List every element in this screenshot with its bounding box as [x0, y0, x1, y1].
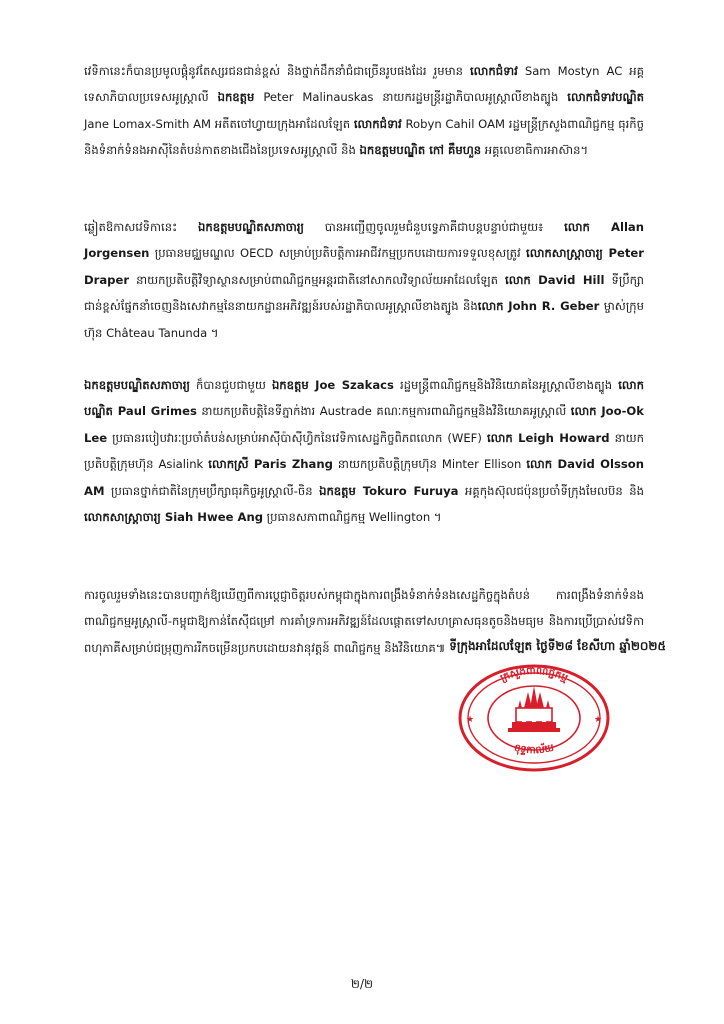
text-run: រដ្ឋមន្ត្រីពាណិជ្ជកម្មនិងវិនិយោគនៃអូស្ត្រាលីខាងត្បូង: [393, 378, 619, 392]
dateline: ទីក្រុងអាដែលឡែត ថ្ងៃទី២៨ ខែសីហា ឆ្នាំ២០២៥: [449, 639, 666, 653]
text-run: នាយកប្រតិបត្តិវិទ្យាស្ថានសម្រាប់ពាណិជ្ជកម្មអន្តរជាតិនៅសាកលវិទ្យាល័យអាដែលឡែត: [129, 272, 506, 287]
bold-name-run: លោកស្រី Paris Zhang: [208, 457, 333, 472]
bold-name-run: ឯកឧត្តមបណ្ឌិតសភាចារ្យ: [198, 220, 304, 234]
bold-name-run: លោក John R. Geber: [477, 299, 600, 314]
bold-name-run: លោកជំទាវបណ្ឌិត: [567, 90, 644, 105]
text-run: ឆ្លៀតឱកាសវេទិកានេះ: [84, 220, 198, 234]
text-run: ទីប្រឹក្សាជាន់ខ្ពស់ផ្នែកនាំចេញនិងសេវាកម្មនៃនាយកដ្ឋានអភិវឌ្ឍន៍របស់រដ្ឋាភិបាលអូស្ត្រាលីខាងត្បូង និង: [84, 272, 644, 314]
paragraph-attendees: [84, 58, 644, 164]
text-run: ការចូលរួមទាំងនេះបានបញ្ជាក់ឱ្យឃើញពីការប្តេជ្ញាចិត្តរបស់កម្ពុជាក្នុងការពង្រឹងទំនាក់ទំនងសេដ្ឋកិច្ចក្នុងតំបន់ ការពង្រឹងទំនាក់ទំនងពាណិជ្ជកម្មអូស្ត្រាលី-កម្ពុជាឱ្យកាន់តែស៊ីជម្រៅ ការគាំទ្រការអភិវឌ្ឍន៍ដែលផ្តោតទៅសហគ្រាសធុនតូចនិងមធ្យម និងការប្រើប្រាស់វេទិកាពហុភាគីសម្រាប់ជម្រុញការរីកចម្រើនប្រកបដោយនវានុវត្តន៍ ពាណិជ្ជកម្ម និងវិនិយោគ៕: [84, 588, 644, 655]
text-run: បានអញ្ជើញចូលរួមជំនួបទ្វេភាគីជាបន្តបន្ទាប់ជាមួយ៖: [303, 220, 565, 234]
bold-name-run: លោក David Hill: [505, 272, 605, 287]
bold-name-run: លោកសាស្ត្រាចារ្យ Siah Hwee Ang: [84, 510, 263, 525]
bold-name-run: ឯកឧត្តមបណ្ឌិតសភាចារ្យ: [84, 378, 190, 392]
text-run: Robyn Cahil OAM រដ្ឋមន្ត្រីក្រសួងពាណិជ្ជកម្ម ធុរកិច្ច និងទំនាក់ទំនងអាស៊ីនៃតំបន់កាតខាងជើងនៃប្រទេសអូស្ត្រាលី និង: [84, 116, 644, 158]
text-run: នាយកប្រតិបត្តិក្រុមហ៊ុន Asialink: [84, 430, 645, 472]
paragraph-bilateral-meetings: [84, 214, 644, 346]
text-run: ម្ចាស់ក្រុមហ៊ុន Château Tanunda ។: [84, 299, 644, 340]
bold-name-run: លោកជំទាវ: [470, 64, 518, 78]
bold-name-run: ឯកឧត្តមបណ្ឌិត កៅ គឹមហួន: [359, 143, 482, 158]
svg-text:ខុទ្ទកាល័យ: ខុទ្ទកាល័យ: [512, 742, 556, 757]
bold-name-run: លោក Leigh Howard: [486, 430, 610, 445]
bold-name-run: លោកបណ្ឌិត Paul Grimes: [84, 378, 644, 419]
text-run: នាយកប្រតិបត្តិនៃទីភ្នាក់ងារ Austrade គណៈកម្មការពាណិជ្ជកម្មនិងវិនិយោគអូស្ត្រាលី: [196, 404, 571, 419]
text-run: នាយកប្រតិបត្តិក្រុមហ៊ុន Minter Ellison: [332, 457, 527, 472]
text-run: Sam Mostyn AC អគ្គទេសាភិបាលប្រទេសអូស្ត្រាលី: [84, 64, 644, 105]
text-run: ប្រធានសភាពាណិជ្ជកម្ម Wellington ។: [263, 510, 442, 525]
svg-text:ក្រសួងពាណិជ្ជកម្ម: ក្រសួងពាណិជ្ជកម្ម: [498, 665, 570, 685]
text-run: Jane Lomax-Smith AM អតីតចៅហ្វាយក្រុងអាដែលឡែត: [84, 116, 354, 131]
text-run: វេទិកានេះក៏បានប្រមូលផ្តុំនូវតែស្សរជនជាន់ខ្ពស់ និងថ្នាក់ដឹកនាំជំជាច្រើនរូបផងដែរ រួមមាន: [84, 64, 470, 78]
bold-name-run: ឯកឧត្តម: [217, 90, 255, 105]
page-number: ២/២: [350, 977, 374, 991]
text-run: អគ្គលេខាធិការអាស៊ាន។: [481, 143, 589, 158]
bold-name-run: លោក David Olsson AM: [84, 457, 644, 498]
paragraph-additional-meetings: [84, 372, 644, 530]
bold-name-run: លោកសាស្ត្រាចារ្យ Peter Draper: [84, 246, 644, 287]
bold-name-run: ឯកឧត្តម Tokuro Furuya: [319, 483, 459, 498]
bold-name-run: លោក Joo-Ok Lee: [84, 404, 644, 445]
text-run: អគ្គកុងស៊ុលជប៉ុនប្រចាំទីក្រុងមែលប៊ន និង: [458, 483, 644, 498]
bold-name-run: លោកជំទាវ: [353, 116, 402, 131]
text-run: ប្រធានមជ្ឈមណ្ឌល OECD សម្រាប់ប្រតិបត្តិការអាជីវកម្មប្រកបដោយការទទួលខុសត្រូវ: [149, 246, 527, 261]
bold-name-run: ឯកឧត្តម Joe Szakacs: [271, 378, 394, 392]
text-run: ប្រធានរបៀបវារៈប្រចាំតំបន់សម្រាប់អាស៊ីប៉ាស៊ីហ្វិកនៃវេទិកាសេដ្ឋកិច្ចពិភពលោក (WEF): [107, 430, 487, 445]
text-run: ក៏បានជួបជាមួយ: [189, 378, 272, 392]
bold-name-run: លោក Allan Jorgensen: [84, 220, 644, 261]
official-seal-icon: [456, 662, 612, 774]
text-run: Peter Malinauskas នាយករដ្ឋមន្ត្រីរដ្ឋាភិបាលអូស្ត្រាលីខាងត្បូង: [254, 90, 568, 105]
svg-text:★: ★: [594, 715, 603, 725]
svg-text:★: ★: [466, 715, 475, 725]
text-run: ប្រធានថ្នាក់ជាតិនៃក្រុមប្រឹក្សាធុរកិច្ចអូស្ត្រាលី-ចិន: [104, 483, 320, 498]
